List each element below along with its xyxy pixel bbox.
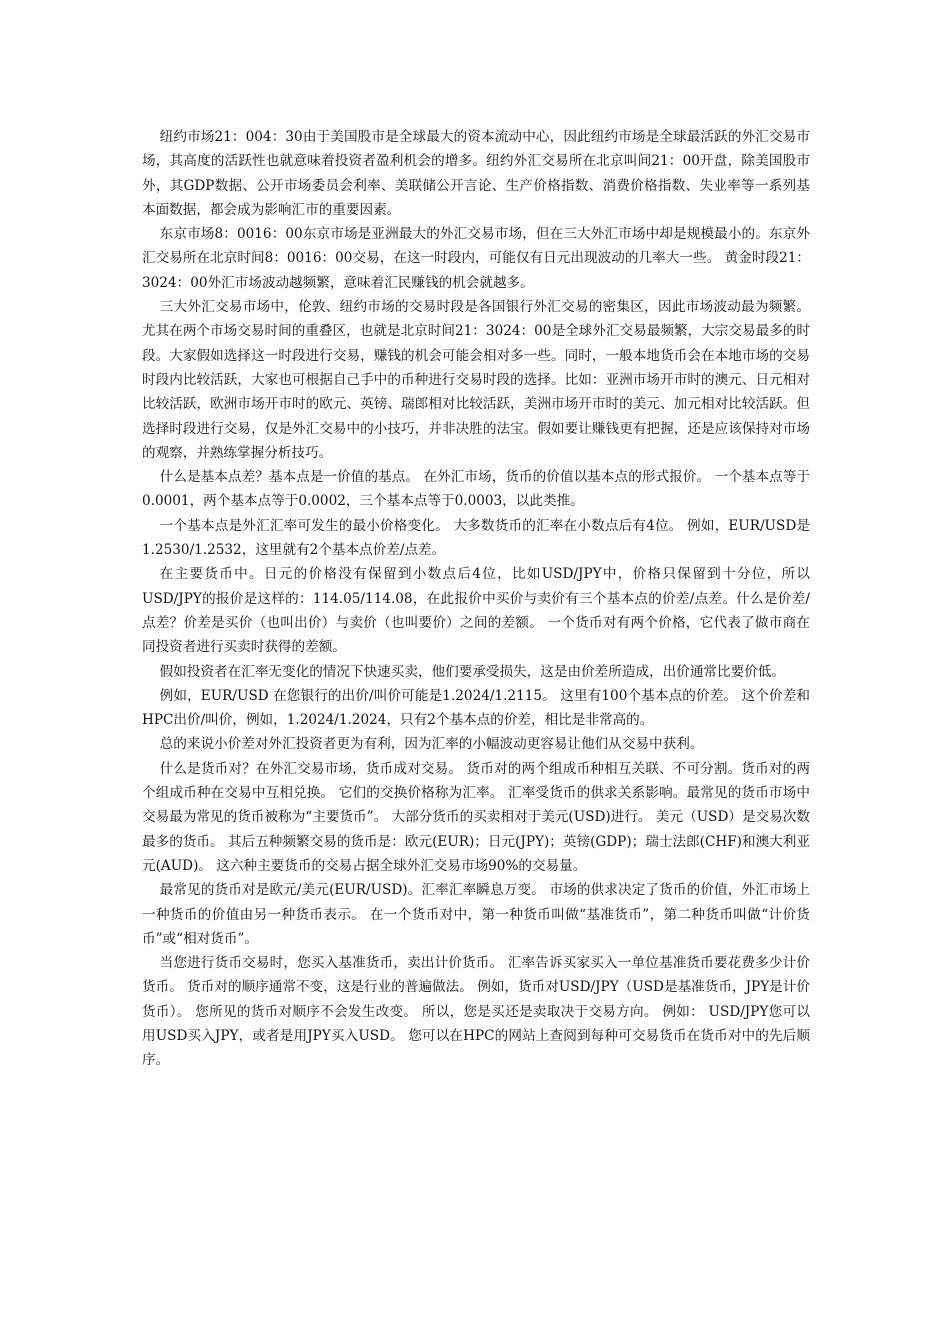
paragraph-spread-loss: 假如投资者在汇率无变化的情况下快速买卖，他们要承受损失，这是由价差所造成，出价通常比要价低。 bbox=[159, 663, 785, 680]
paragraph-spread-example: 例如，EUR/USD 在您银行的出价/叫价可能是1.2024/1.2115。 这里有100个基本点的价差。 这个价差和HPC出价/叫价，例如，1.2024/1.2024，只有2个基本点的价差，相比是非常高的。 bbox=[142, 687, 810, 729]
paragraph-new-york-market: 纽约市场21：004：30由于美国股市是全球最大的资本流动中心，因此纽约市场是全球最活跃的外汇交易市场，其高度的活跃性也就意味着投资者盈利机会的增多。纽约外汇交易所在北京叫间21：00开盘，除美国股市外，其GDP数据、公开市场委员会利率、美联储公开言论、生产价格指数、消费价格指数、失业率等一系列基本面数据，都会成为影响汇市的重要因素。 bbox=[142, 129, 810, 218]
paragraph-pip-smallest-change: 一个基本点是外汇汇率可发生的最小价格变化。 大多数货币的汇率在小数点后有4位。 例如，EUR/USD是1.2530/1.2532，这里就有2个基本点价差/点差。 bbox=[142, 517, 810, 559]
paragraph-trading-direction: 当您进行货币交易时，您买入基准货币，卖出计价货币。 汇率告诉买家买入一单位基准货币要花费多少计价货币。 货币对的顺序通常不变，这是行业的普遍做法。 例如，货币对USD/JPY（USD是基准货币，JPY是计价货币）。 您所见的货币对顺序不会发生改变。 所以，您是买还是卖取决于交易方向。 例如： USD/JPY您可以用USD买入JPY，或者是用JPY买入USD。 您可以在HPC的网站上查阅到每种可交易货币在货币对中的先后顺序。 bbox=[142, 955, 810, 1069]
paragraph-tokyo-market: 东京市场8：0016：00东京市场是亚洲最大的外汇交易市场，但在三大外汇市场中却是规模最小的。东京外汇交易所在北京时间8：0016：00交易，在这一时段内，可能仅有日元出现波动的几率大一些。 黄金时段21：3024：00外汇市场波动越频繁，意味着汇民赚钱的机会就越多。 bbox=[142, 226, 810, 291]
document-body bbox=[142, 125, 810, 1073]
paragraph-trading-sessions: 三大外汇交易市场中，伦敦、纽约市场的交易时段是各国银行外汇交易的密集区，因此市场波动最为频繁。尤其在两个市场交易时间的重叠区，也就是北京时间21：3024：00是全球外汇交易最频繁，大宗交易最多的时段。大家假如选择这一时段进行交易，赚钱的机会可能会相对多一些。同时，一般本地货币会在本地市场的交易时段内比较活跃，大家也可根据自己手中的币种进行交易时段的选择。比如：亚洲市场开市时的澳元、日元相对比较活跃，欧洲市场开市时的欧元、英镑、瑞郎相对比较活跃，美洲市场开市时的美元、加元相对比较活跃。但选择时段进行交易，仅是外汇交易中的小技巧，并非决胜的法宝。假如要让赚钱更有把握，还是应该保持对市场的观察，并熟练掌握分析技巧。 bbox=[142, 299, 810, 461]
paragraph-base-quote-currency: 最常见的货币对是欧元/美元(EUR/USD)。汇率汇率瞬息万变。 市场的供求决定了货币的价值，外汇市场上一种货币的价值由另一种货币表示。 在一个货币对中，第一种货币叫做“基准货币”，第二种货币叫做“计价货币”或“相对货币”。 bbox=[142, 882, 810, 947]
paragraph-what-is-currency-pair: 什么是货币对？在外汇交易市场，货币成对交易。 货币对的两个组成币种相互关联、不可分割。货币对的两个组成币种在交易中互相兑换。 它们的交换价格称为汇率。 汇率受货币的供求关系影响。最常见的货币市场中交易最为常见的货币被称为“主要货币”。 大部分货币的买卖相对于美元(USD)进行。 美元（USD）是交易次数最多的货币。 其后五种频繁交易的货币是：欧元(EUR)；日元(JPY)；英镑(GDP)；瑞士法郎(CHF)和澳大利亚元(AUD)。 这六种主要货币的交易占据全球外汇交易市场90%的交易量。 bbox=[142, 760, 810, 874]
paragraph-what-is-pip: 什么是基本点差？基本点是一价值的基点。 在外汇市场，货币的价值以基本点的形式报价。 一个基本点等于0.0001，两个基本点等于0.0002，三个基本点等于0.0003，以此类推。 bbox=[142, 469, 810, 510]
paragraph-small-spread-benefit: 总的来说小价差对外汇投资者更为有利，因为汇率的小幅波动更容易让他们从交易中获利。 bbox=[159, 736, 704, 753]
paragraph-jpy-pricing-spread: 在主要货币中。日元的价格没有保留到小数点后4位，比如USD/JPY中，价格只保留到十分位，所以USD/JPY的报价是这样的：114.05/114.08，在此报价中买价与卖价有三个基本点的价差/点差。什么是价差/点差？价差是买价（也叫出价）与卖价（也叫要价）之间的差额。 一个货币对有两个价格，它代表了做市商在同投资者进行买卖时获得的差额。 bbox=[142, 566, 810, 656]
